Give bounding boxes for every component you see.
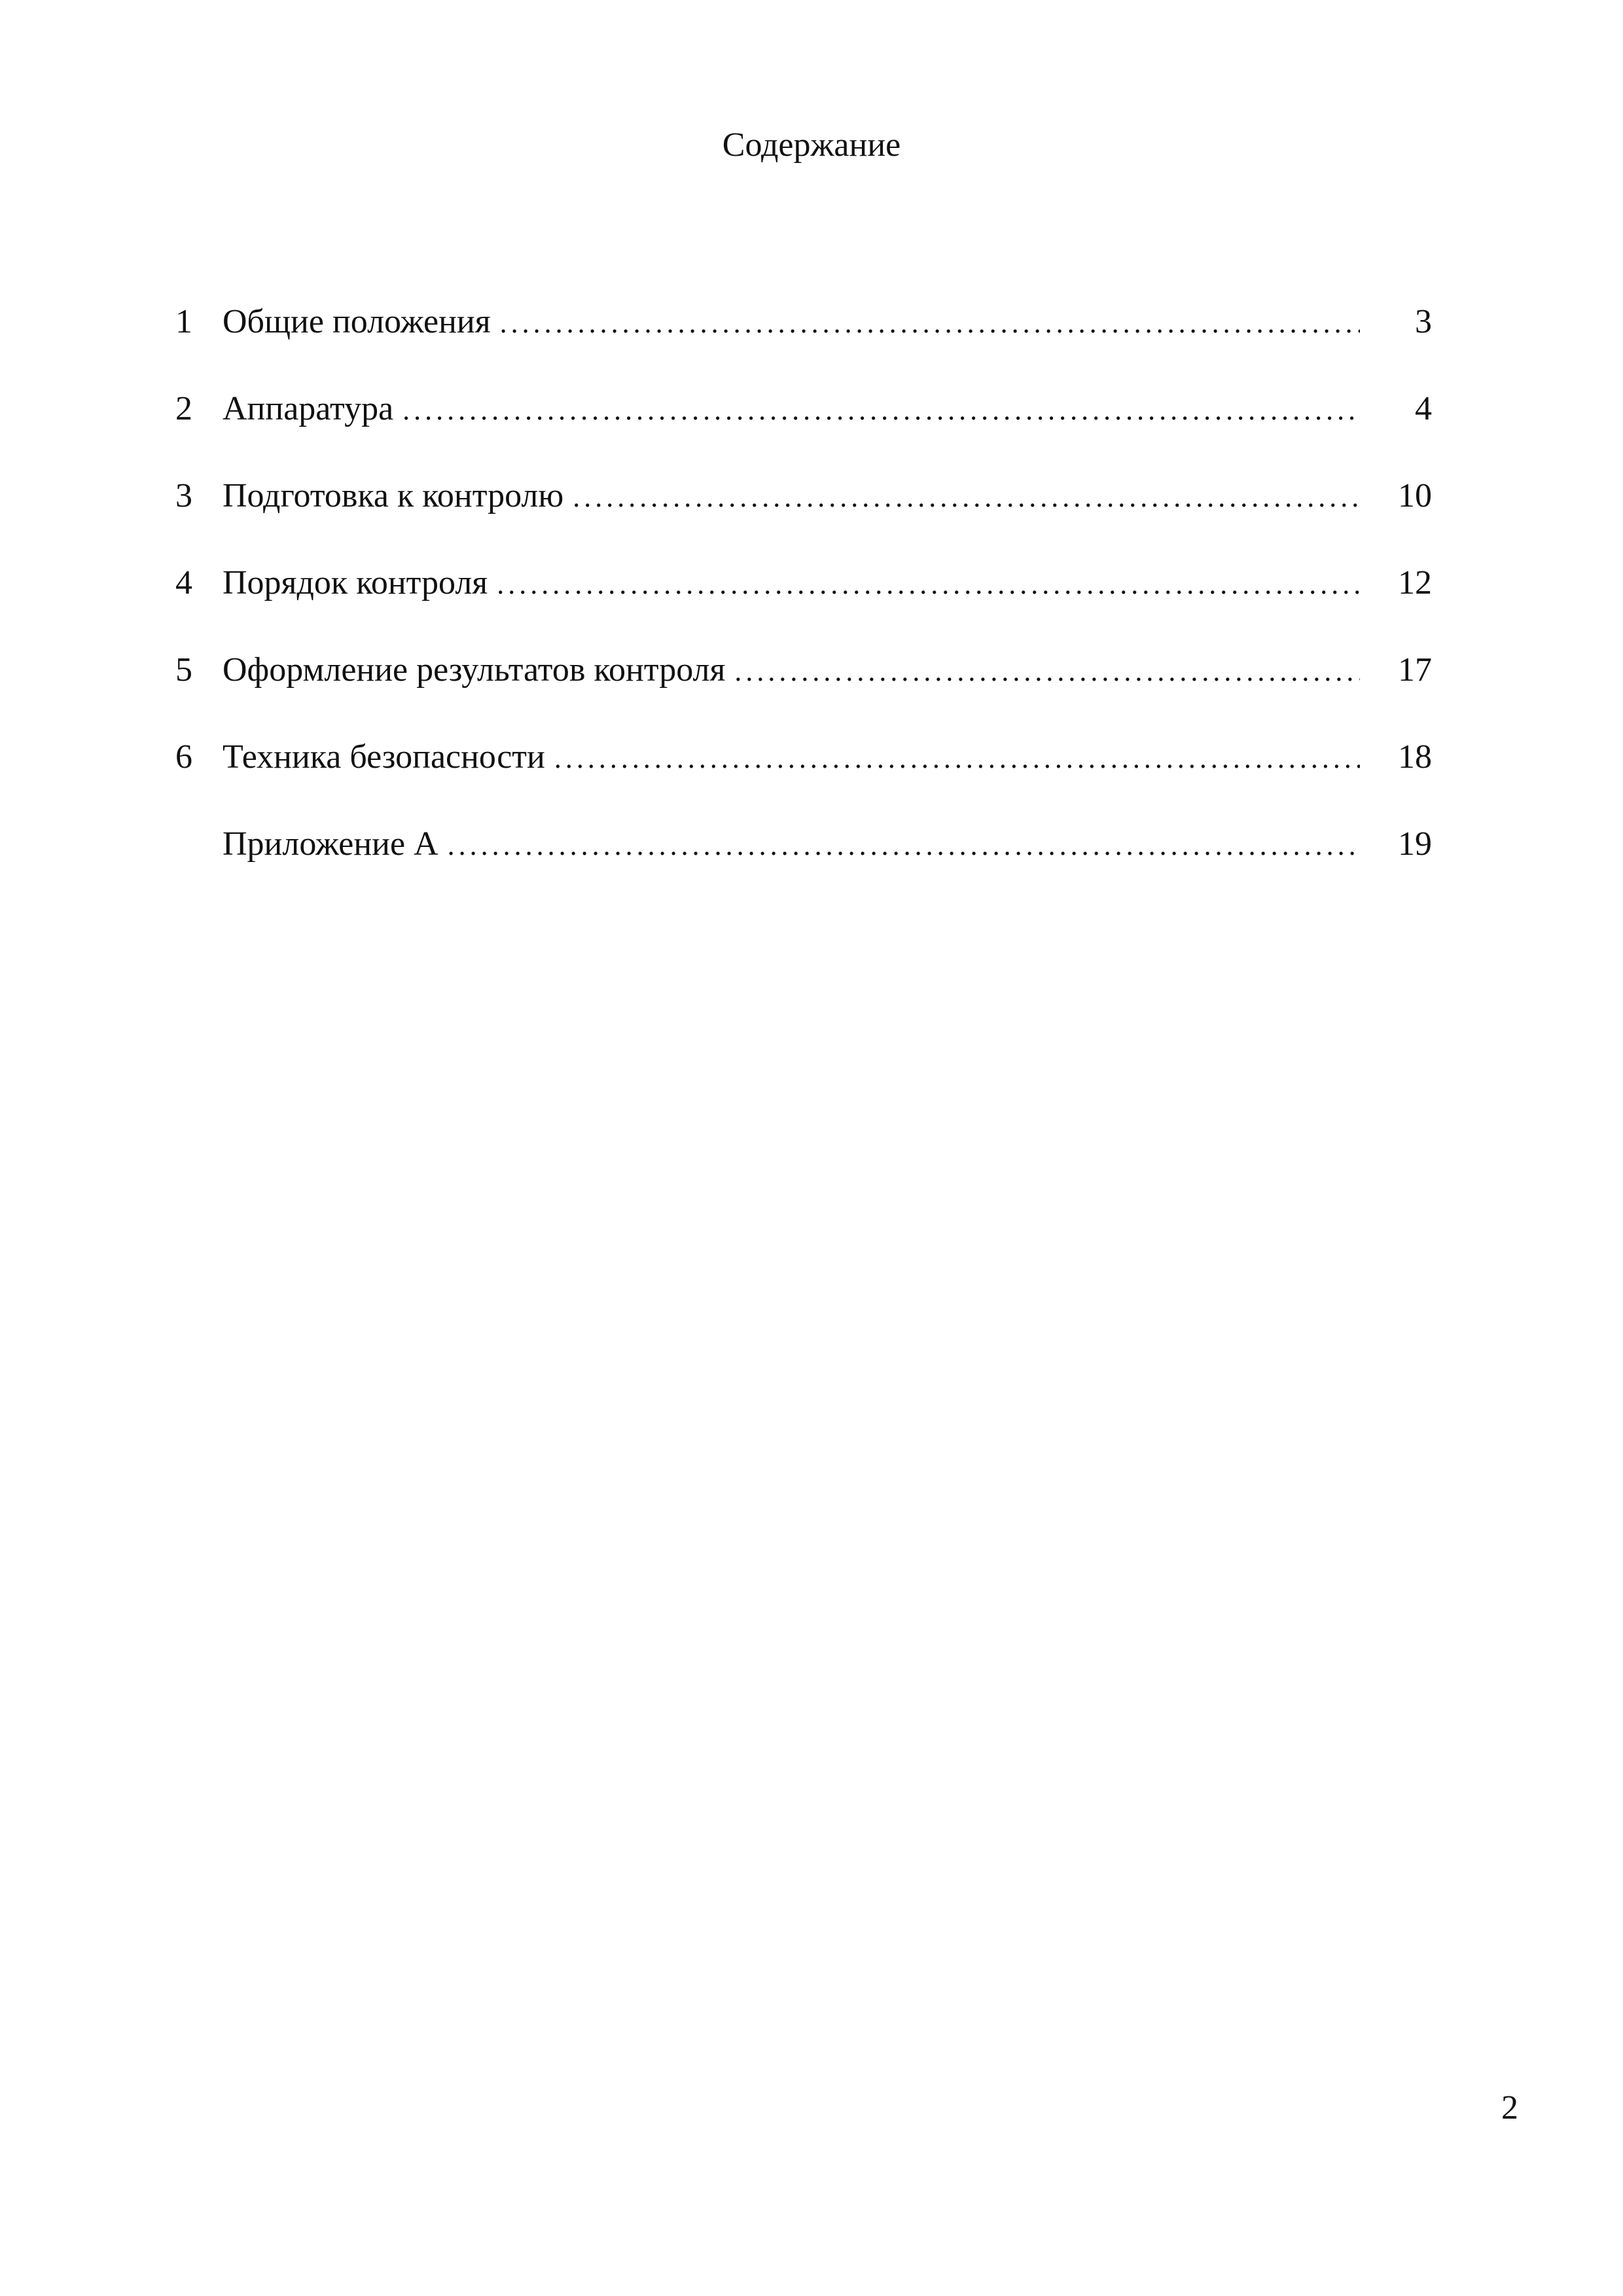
toc-dot-leader (402, 389, 1360, 431)
toc-entry (175, 736, 1432, 823)
toc-entry (175, 301, 1432, 388)
toc-entry-number: 2 (175, 390, 192, 427)
toc-entry-title: Порядок контроля (223, 564, 488, 601)
toc-entry (175, 388, 1432, 475)
toc-dot-leader (573, 476, 1360, 518)
toc-entry-number: 4 (175, 564, 192, 601)
page-title: Содержание (722, 126, 901, 164)
toc-entry-title: Приложение А (223, 825, 438, 863)
toc-entry-title: Техника безопасности (223, 738, 545, 776)
toc-entry-title: Аппаратура (223, 390, 394, 427)
toc-entry-number: 6 (175, 738, 192, 776)
toc-entry (175, 475, 1432, 562)
toc-entry-number: 1 (175, 303, 192, 340)
toc-entry-page: 4 (1415, 390, 1432, 427)
toc-dot-leader (554, 738, 1360, 780)
toc-entry-number: 3 (175, 477, 192, 514)
toc-entry-page: 18 (1398, 738, 1432, 776)
toc-entry-title: Общие положения (223, 303, 491, 340)
page-number: 2 (1501, 2089, 1518, 2126)
toc-entry-title: Подготовка к контролю (223, 477, 564, 514)
toc-entry-page: 3 (1415, 303, 1432, 340)
toc-dot-leader (448, 825, 1360, 867)
toc-entry (175, 649, 1432, 736)
toc-dot-leader (734, 651, 1360, 692)
table-of-contents (175, 301, 1432, 910)
toc-entry-page: 19 (1398, 825, 1432, 863)
toc-entry-number: 5 (175, 651, 192, 689)
toc-dot-leader (500, 302, 1360, 344)
toc-entry-page: 10 (1398, 477, 1432, 514)
toc-entry-page: 12 (1398, 564, 1432, 601)
toc-entry (175, 823, 1432, 910)
toc-entry-title: Оформление результатов контроля (223, 651, 726, 689)
toc-dot-leader (497, 564, 1360, 605)
toc-entry (175, 562, 1432, 649)
toc-entry-page: 17 (1398, 651, 1432, 689)
